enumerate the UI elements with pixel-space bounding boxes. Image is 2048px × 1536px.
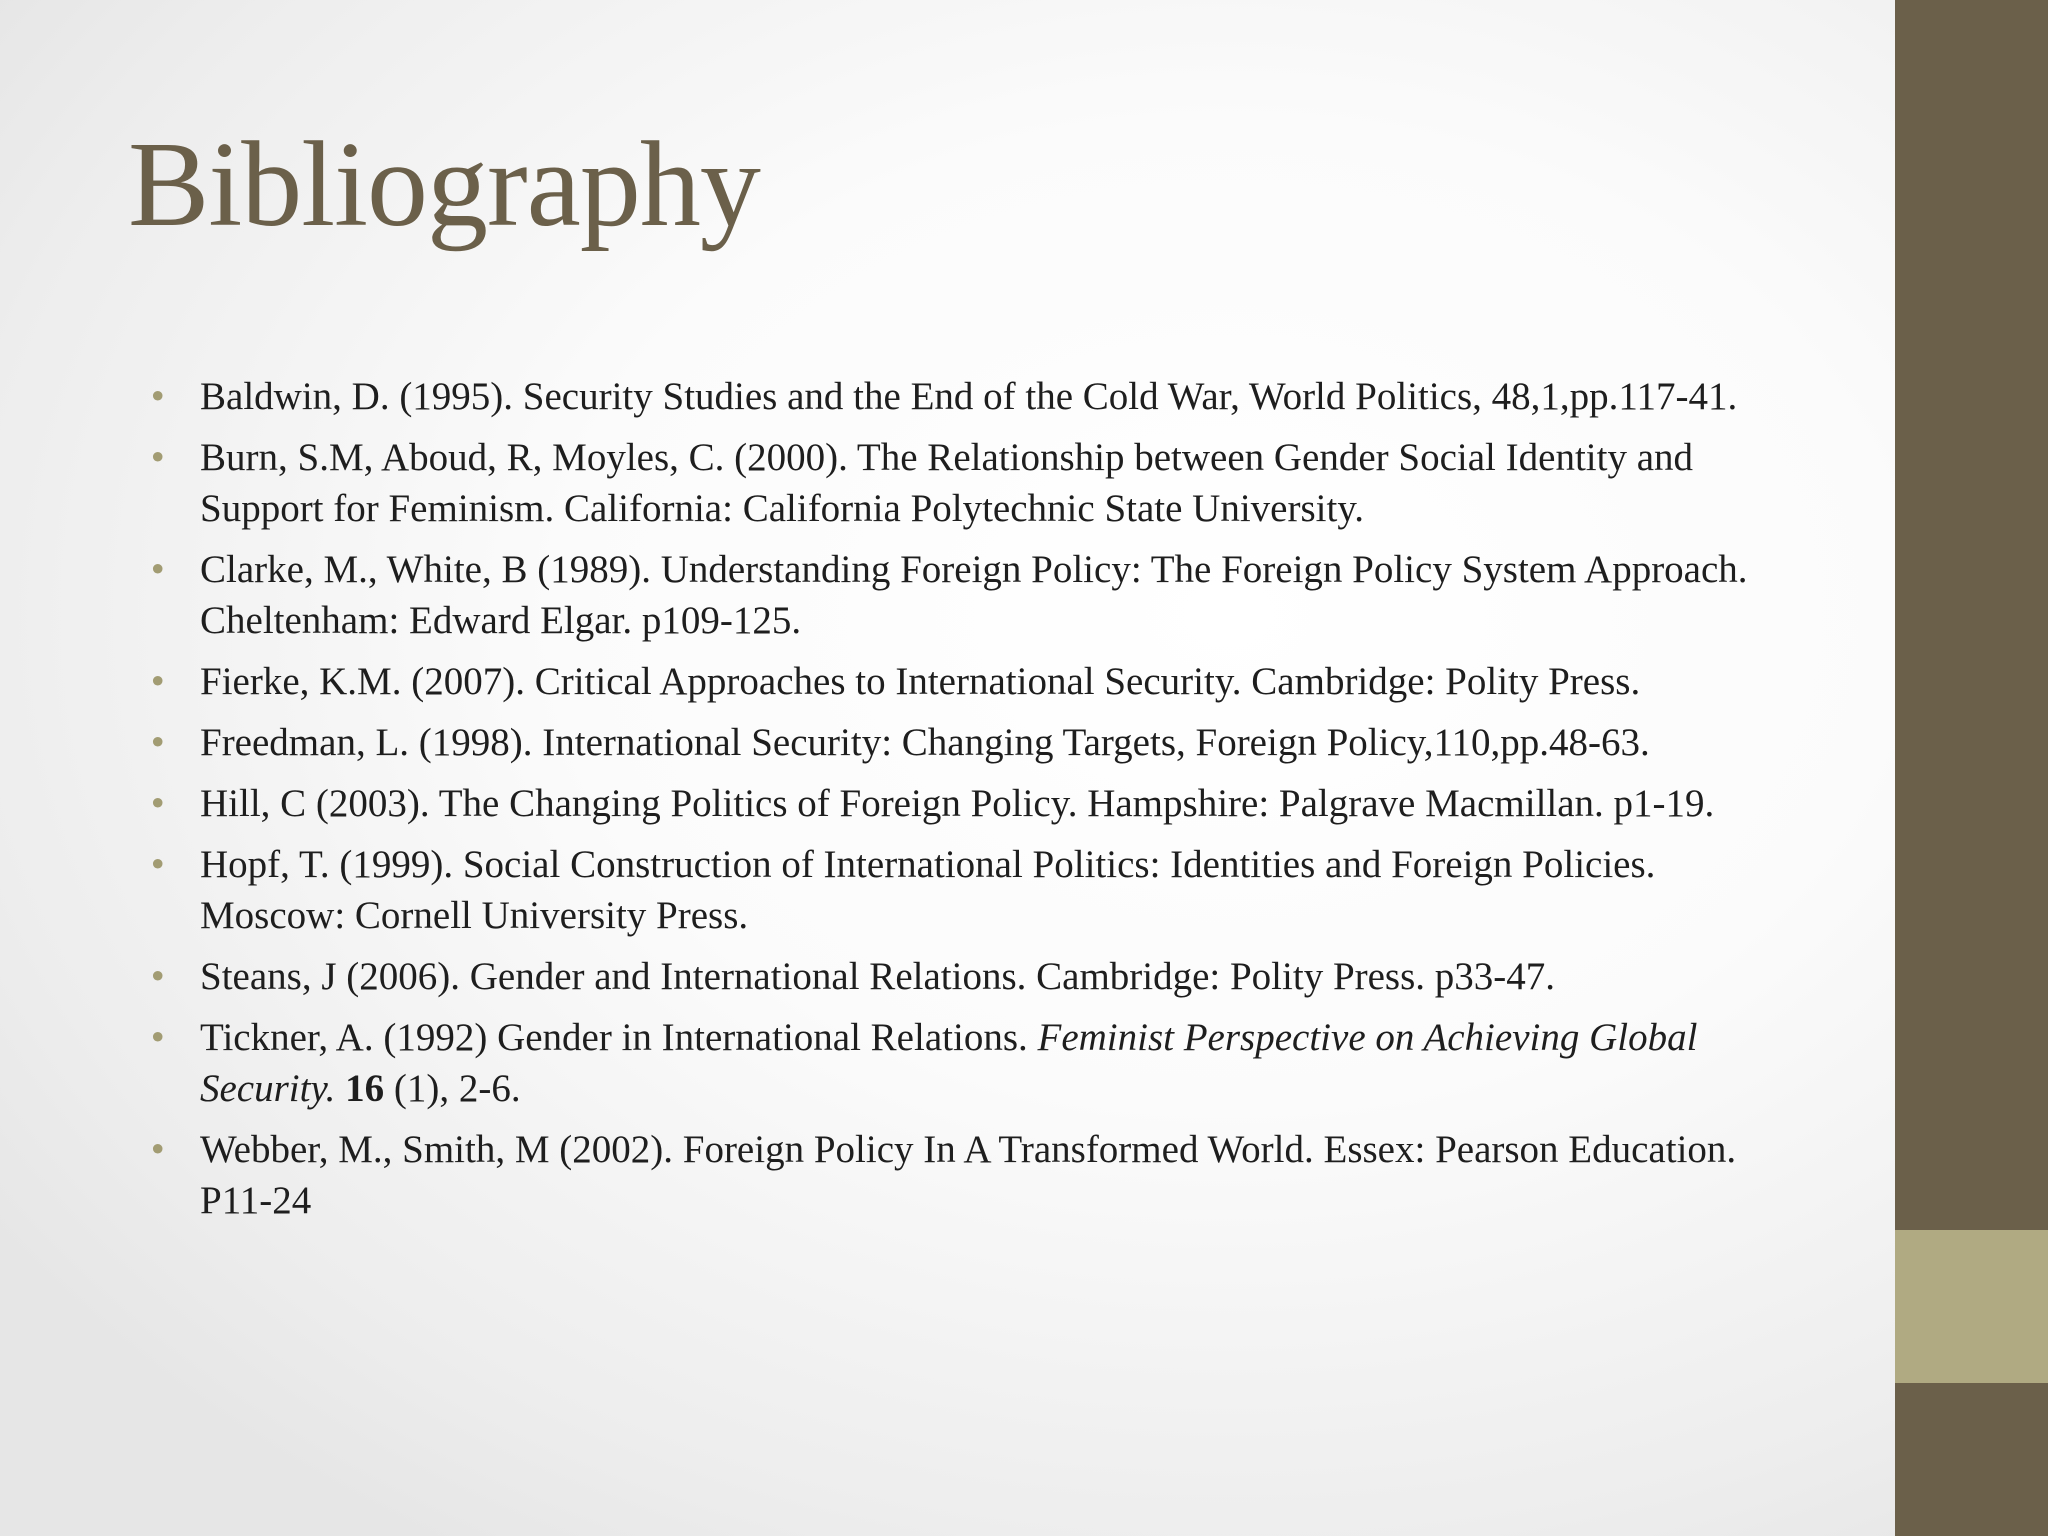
decorative-sidebar [1895, 0, 2048, 1536]
reference-text: Webber, M., Smith, M (2002). Foreign Policy In A Transformed World. Essex: Pearson Education. P11-24 [200, 1128, 1737, 1222]
bibliography-item [148, 717, 1798, 768]
bullet-icon: • [148, 957, 168, 996]
bibliography-item [148, 1012, 1798, 1114]
bullet-icon: • [148, 1130, 168, 1169]
bibliography-item [148, 839, 1798, 941]
reference-text: Fierke, K.M. (2007). Critical Approaches to International Security. Cambridge: Polity Press. [200, 660, 1641, 703]
bullet-icon: • [148, 438, 168, 477]
bullet-icon: • [148, 845, 168, 884]
journal-volume: 16 [345, 1067, 385, 1110]
reference-text-rest: (1), 2-6. [384, 1067, 521, 1110]
reference-text: Steans, J (2006). Gender and International Relations. Cambridge: Polity Press. p33-47. [200, 955, 1556, 998]
reference-text: Freedman, L. (1998). International Security: Changing Targets, Foreign Policy,110,pp.48-63. [200, 721, 1650, 764]
sidebar-accent-block [1895, 1230, 2048, 1383]
bibliography-item [148, 951, 1798, 1002]
bibliography-item [148, 1124, 1798, 1226]
bullet-icon: • [148, 662, 168, 701]
bullet-icon: • [148, 1018, 168, 1057]
bibliography-list [148, 371, 1798, 1236]
journal-title: Feminist Perspective on Achieving Global Security. [200, 1016, 1698, 1110]
bullet-icon: • [148, 784, 168, 823]
reference-text: Clarke, M., White, B (1989). Understanding Foreign Policy: The Foreign Policy System Approach. Cheltenham: Edward Elgar. p109-125. [200, 548, 1748, 642]
bullet-icon: • [148, 550, 168, 589]
bullet-icon: • [148, 377, 168, 416]
slide-title: Bibliography [128, 117, 760, 252]
bibliography-item [148, 432, 1798, 534]
bullet-icon: • [148, 723, 168, 762]
reference-text: Hopf, T. (1999). Social Construction of International Politics: Identities and Foreign Policies. Moscow: Cornell University Press. [200, 843, 1656, 937]
bibliography-item [148, 544, 1798, 646]
bibliography-item [148, 656, 1798, 707]
reference-text: Hill, C (2003). The Changing Politics of Foreign Policy. Hampshire: Palgrave Macmillan. p1-19. [200, 782, 1715, 825]
bibliography-item [148, 778, 1798, 829]
reference-text-lead: Tickner, A. (1992) Gender in International Relations. [200, 1016, 1038, 1059]
reference-text: Baldwin, D. (1995). Security Studies and the End of the Cold War, World Politics, 48,1,pp.117-41. [200, 375, 1738, 418]
bibliography-item [148, 371, 1798, 422]
reference-text: Burn, S.M, Aboud, R, Moyles, C. (2000). The Relationship between Gender Social Identity and Support for Feminism. California: California Polytechnic State University. [200, 436, 1694, 530]
